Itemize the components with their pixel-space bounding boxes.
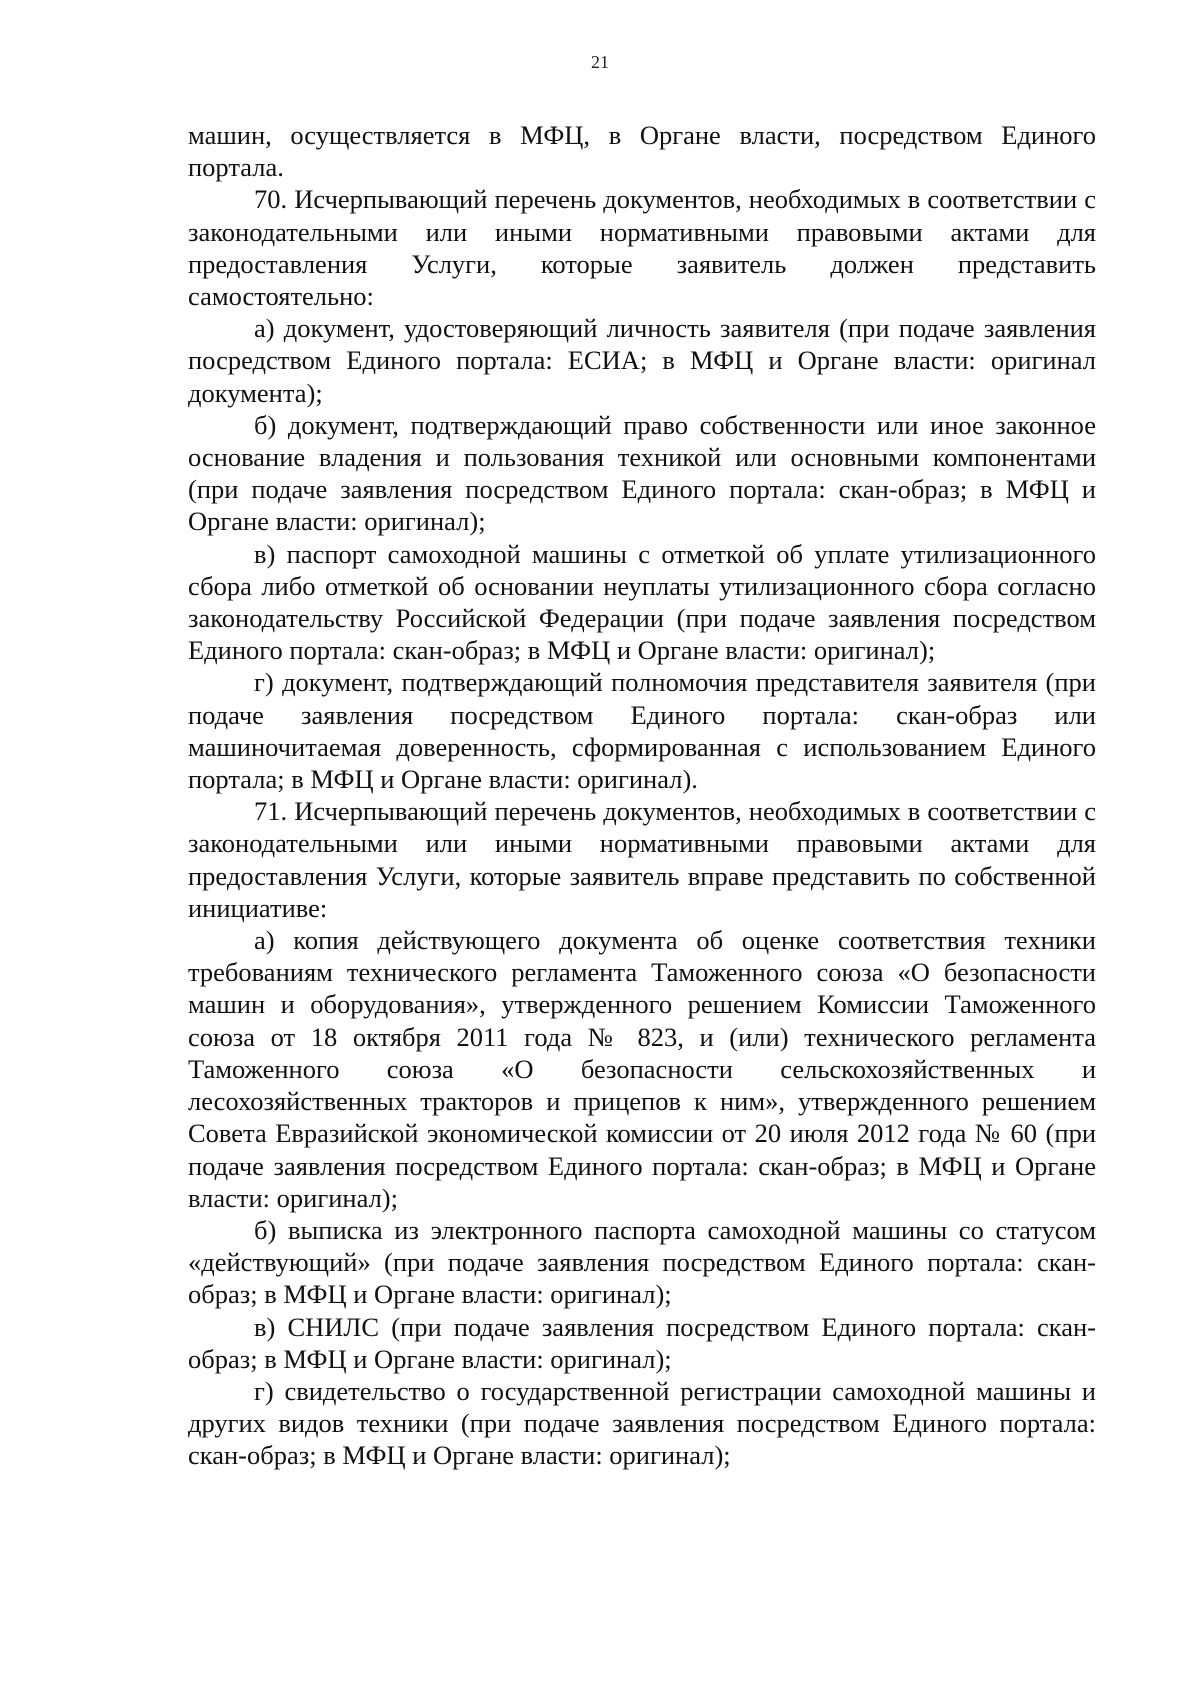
paragraph: 70. Исчерпывающий перечень документов, необходимых в соответствии с законодательными или иными нормативными правовыми актами для предоставления Услуги, которые заявитель должен представить самостоятельно:	[188, 184, 1096, 312]
paragraph: а) копия действующего документа об оценке соответствия техники требованиям технического регламента Таможенного союза «О безопасности машин и оборудования», утвержденного решением Комиссии Таможенного союза от 18 октября 2011 года № 823, и (или) технического регламента Таможенного союза «О безопасности сельскохозяйственных и лесохозяйственных тракторов и прицепов к ним», утвержденного решением Совета Евразийской экономической комиссии от 20 июля 2012 года № 60 (при подаче заявления посредством Единого портала: скан-образ; в МФЦ и Органе власти: оригинал);	[188, 925, 1096, 1213]
paragraph: а) документ, удостоверяющий личность заявителя (при подаче заявления посредством Единого портала: ЕСИА; в МФЦ и Органе власти: оригинал документа);	[188, 313, 1096, 408]
page-number: 21	[591, 52, 609, 72]
paragraph: б) выписка из электронного паспорта самоходной машины со статусом «действующий» (при подаче заявления посредством Единого портала: скан-образ; в МФЦ и Органе власти: оригинал);	[188, 1214, 1096, 1310]
document-body	[188, 119, 1096, 1472]
paragraph: г) документ, подтверждающий полномочия представителя заявителя (при подаче заявления посредством Единого портала: скан-образ или машиночитаемая доверенность, сформированная с использованием Единого портала; в МФЦ и Органе власти: оригинал).	[188, 667, 1096, 795]
paragraph: 71. Исчерпывающий перечень документов, необходимых в соответствии с законодательными или иными нормативными правовыми актами для предоставления Услуги, которые заявитель вправе представить по собственной инициативе:	[188, 796, 1096, 923]
paragraph: машин, осуществляется в МФЦ, в Органе власти, посредством Единого портала.	[188, 120, 1096, 183]
paragraph: б) документ, подтверждающий право собственности или иное законное основание владения и пользования техникой или основными компонентами (при подаче заявления посредством Единого портала: скан-образ; в МФЦ и Органе власти: оригинал);	[188, 409, 1096, 537]
paragraph: в) паспорт самоходной машины с отметкой об уплате утилизационного сбора либо отметкой об основании неуплаты утилизационного сбора согласно законодательству Российской Федерации (при подаче заявления посредством Единого портала: скан-образ; в МФЦ и Органе власти: оригинал);	[188, 538, 1096, 666]
paragraph: г) свидетельство о государственной регистрации самоходной машины и других видов техники (при подаче заявления посредством Единого портала: скан-образ; в МФЦ и Органе власти: оригинал);	[188, 1375, 1096, 1471]
paragraph: в) СНИЛС (при подаче заявления посредством Единого портала: скан-образ; в МФЦ и Органе власти: оригинал);	[188, 1311, 1096, 1374]
